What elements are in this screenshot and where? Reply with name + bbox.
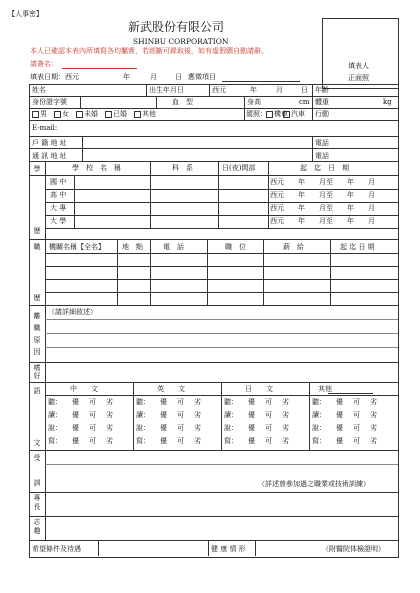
training-side-bottom: 訓 bbox=[33, 479, 41, 487]
lang-rating-option[interactable]: 優 bbox=[248, 424, 255, 432]
lang-skill-cell[interactable]: 寫： 優 可 劣 bbox=[48, 437, 113, 445]
lang-rating-option[interactable]: 可 bbox=[177, 437, 184, 445]
signature-label: 請簽名： bbox=[30, 60, 58, 68]
work-header-salary: 薪 給 bbox=[283, 243, 304, 251]
lang-rating-option[interactable]: 可 bbox=[89, 437, 96, 445]
work-side-top: 職 bbox=[33, 243, 41, 251]
edu-dates-row: 西元 年 月至 年 月 bbox=[270, 217, 375, 225]
height-label: 身高 bbox=[247, 98, 261, 106]
lang-header-english: 英 文 bbox=[157, 385, 185, 393]
birth-day: 日 bbox=[301, 86, 308, 94]
hobby-side: 嗜 好 bbox=[33, 364, 41, 380]
lang-skill-cell[interactable]: 寫： 優 可 劣 bbox=[312, 437, 377, 445]
lang-skill-cell[interactable]: 讀： 優 可 劣 bbox=[136, 411, 201, 419]
health-hint: （附醫院体檢證明） bbox=[322, 545, 385, 553]
lang-rating-option[interactable]: 優 bbox=[336, 411, 343, 419]
form-date-label: 填表日期：西元 bbox=[30, 73, 79, 81]
position-line[interactable] bbox=[222, 81, 300, 82]
marital-other[interactable]: 其他 bbox=[134, 110, 156, 119]
lang-rating-option[interactable]: 劣 bbox=[194, 398, 201, 406]
edu-dates-row: 西元 年 月至 年 月 bbox=[270, 204, 375, 212]
specialty-side: 專 長 bbox=[33, 494, 41, 511]
lang-rating-option[interactable]: 劣 bbox=[194, 424, 201, 432]
lang-rating-option[interactable]: 可 bbox=[265, 398, 272, 406]
lang-rating-option[interactable]: 可 bbox=[89, 411, 96, 419]
disclaimer: 本人已確認本表內所填寫各均屬實，若經斷可錄取後，如有虛假願自動請辭。 bbox=[30, 47, 268, 55]
lang-skill-cell[interactable]: 讀： 優 可 劣 bbox=[312, 411, 377, 419]
lang-skill-label: 寫 bbox=[312, 437, 319, 445]
lang-rating-option[interactable]: 劣 bbox=[370, 398, 377, 406]
form-date-year: 年 bbox=[123, 73, 130, 81]
lang-rating-option[interactable]: 優 bbox=[160, 411, 167, 419]
lang-rating-option[interactable]: 優 bbox=[160, 424, 167, 432]
work-header-company: 機關名稱【全名】 bbox=[49, 243, 105, 251]
lang-skill-cell[interactable]: 聽： 優 可 劣 bbox=[48, 398, 113, 406]
lang-rating-option[interactable]: 優 bbox=[336, 437, 343, 445]
edu-level-junior: 國 中 bbox=[50, 178, 67, 186]
edu-level-senior: 高 中 bbox=[50, 191, 67, 199]
lang-rating-option[interactable]: 優 bbox=[336, 424, 343, 432]
lang-rating-option[interactable]: 可 bbox=[89, 424, 96, 432]
form-date-day: 日 bbox=[175, 73, 182, 81]
edu-level-college: 大 專 bbox=[50, 204, 67, 212]
work-header-position: 職 位 bbox=[225, 243, 246, 251]
lang-skill-label: 聽 bbox=[312, 398, 319, 406]
email-label: E-mail: bbox=[32, 124, 58, 132]
lang-rating-option[interactable]: 劣 bbox=[282, 398, 289, 406]
lang-skill-cell[interactable]: 寫： 優 可 劣 bbox=[224, 437, 289, 445]
lang-side-top: 語 bbox=[33, 387, 41, 395]
lang-skill-cell[interactable]: 說： 優 可 劣 bbox=[48, 424, 113, 432]
lang-rating-option[interactable]: 優 bbox=[72, 398, 79, 406]
training-side-top: 受 bbox=[33, 454, 41, 462]
marital-single[interactable]: 未婚 bbox=[76, 110, 98, 119]
lang-skill-label: 讀 bbox=[312, 411, 319, 419]
lang-skill-label: 說 bbox=[224, 424, 231, 432]
lang-skill-label: 讀 bbox=[136, 411, 143, 419]
birth-year: 年 bbox=[250, 86, 257, 94]
expect-label: 希望條件及待遇 bbox=[32, 545, 81, 553]
birth-era: 西元 bbox=[212, 86, 226, 94]
lang-rating-option[interactable]: 可 bbox=[177, 398, 184, 406]
lang-rating-option[interactable]: 可 bbox=[177, 424, 184, 432]
edu-header-daynight: 日(夜)間部 bbox=[222, 164, 256, 172]
photo-label-1: 填表人 bbox=[348, 62, 369, 70]
leave-hint: （請詳細敘述） bbox=[48, 308, 97, 316]
health-label: 健 康 情 形 bbox=[211, 545, 246, 553]
leave-side: 離 職 原 因 bbox=[33, 312, 41, 356]
lang-rating-option[interactable]: 劣 bbox=[370, 411, 377, 419]
lang-rating-option[interactable]: 可 bbox=[353, 398, 360, 406]
lang-rating-option[interactable]: 優 bbox=[72, 424, 79, 432]
company-name-zh: 新武股份有限公司 bbox=[128, 20, 225, 34]
birth-month: 月 bbox=[276, 86, 283, 94]
lang-rating-option[interactable]: 可 bbox=[89, 398, 96, 406]
lang-skill-cell[interactable]: 讀： 優 可 劣 bbox=[224, 411, 289, 419]
name-label: 姓名 bbox=[32, 86, 46, 94]
confidential-tag: 【人事密】 bbox=[8, 10, 43, 18]
lang-skill-label: 說 bbox=[312, 424, 319, 432]
lang-rating-option[interactable]: 劣 bbox=[282, 437, 289, 445]
lang-skill-label: 寫 bbox=[48, 437, 55, 445]
lang-skill-label: 說 bbox=[48, 424, 55, 432]
mobile-label: 行動 bbox=[315, 110, 329, 118]
lang-rating-option[interactable]: 劣 bbox=[370, 437, 377, 445]
registered-address-label: 戶 籍 地 址 bbox=[32, 139, 67, 147]
marital-married[interactable]: 已婚 bbox=[105, 110, 127, 119]
lang-rating-option[interactable]: 優 bbox=[248, 437, 255, 445]
lang-skill-label: 聽 bbox=[48, 398, 55, 406]
lang-rating-option[interactable]: 可 bbox=[265, 411, 272, 419]
lang-rating-option[interactable]: 優 bbox=[72, 437, 79, 445]
form-date-month: 月 bbox=[150, 73, 157, 81]
height-unit: cm bbox=[299, 98, 310, 106]
edu-level-university: 大 學 bbox=[50, 217, 67, 225]
work-header-dates: 起 迄 日 期 bbox=[340, 243, 375, 251]
work-header-location: 地 點 bbox=[122, 243, 143, 251]
lang-rating-option[interactable]: 優 bbox=[160, 437, 167, 445]
lang-skill-label: 寫 bbox=[224, 437, 231, 445]
lang-side-bottom: 文 bbox=[33, 439, 41, 447]
edu-side-top: 學 bbox=[33, 165, 41, 173]
lang-header-other: 其他 bbox=[318, 385, 332, 393]
license-moto[interactable]: 機車 bbox=[266, 110, 288, 119]
lang-skill-cell[interactable]: 寫： 優 可 劣 bbox=[136, 437, 201, 445]
license-car[interactable]: 汽車 bbox=[283, 110, 305, 119]
lang-skill-label: 寫 bbox=[136, 437, 143, 445]
lang-header-japanese: 日 文 bbox=[245, 385, 273, 393]
birth-label: 出生年月日 bbox=[149, 86, 184, 94]
lang-rating-option[interactable]: 可 bbox=[265, 424, 272, 432]
gender-female[interactable]: 女 bbox=[54, 110, 69, 119]
phone-label-2: 電話 bbox=[315, 152, 329, 160]
lang-skill-label: 讀 bbox=[224, 411, 231, 419]
lang-rating-option[interactable]: 優 bbox=[248, 398, 255, 406]
id-label: 身份證字號 bbox=[32, 98, 67, 106]
edu-dates-row: 西元 年 月至 年 月 bbox=[270, 178, 375, 186]
lang-rating-option[interactable]: 優 bbox=[248, 411, 255, 419]
lang-skill-label: 讀 bbox=[48, 411, 55, 419]
lang-skill-label: 聽 bbox=[224, 398, 231, 406]
photo-label-2: 正面照 bbox=[348, 74, 369, 82]
signature-line[interactable] bbox=[62, 68, 137, 69]
training-hint: （詳述曾參加過之職業或技術訓練） bbox=[258, 480, 370, 488]
edu-header-dept: 科 系 bbox=[172, 164, 193, 172]
lang-rating-option[interactable]: 可 bbox=[265, 437, 272, 445]
lang-skill-label: 說 bbox=[136, 424, 143, 432]
lang-rating-option[interactable]: 可 bbox=[353, 437, 360, 445]
lang-rating-option[interactable]: 劣 bbox=[106, 398, 113, 406]
lang-rating-option[interactable]: 劣 bbox=[106, 424, 113, 432]
lang-rating-option[interactable]: 劣 bbox=[194, 411, 201, 419]
lang-rating-option[interactable]: 劣 bbox=[282, 424, 289, 432]
lang-skill-cell[interactable]: 聽： 優 可 劣 bbox=[136, 398, 201, 406]
lang-rating-option[interactable]: 可 bbox=[177, 411, 184, 419]
company-name-en: SHINBU CORPORATION bbox=[133, 37, 229, 46]
lang-skill-cell[interactable]: 聽： 優 可 劣 bbox=[312, 398, 377, 406]
lang-skill-label: 聽 bbox=[136, 398, 143, 406]
aspiration-side: 志 趣 bbox=[33, 518, 41, 535]
lang-rating-option[interactable]: 劣 bbox=[194, 437, 201, 445]
lang-rating-option[interactable]: 可 bbox=[353, 424, 360, 432]
edu-header-school: 學 校 名 稱 bbox=[72, 164, 121, 172]
work-side-bottom: 歷 bbox=[33, 294, 41, 302]
lang-rating-option[interactable]: 優 bbox=[160, 398, 167, 406]
weight-label: 體重 bbox=[315, 98, 329, 106]
lang-rating-option[interactable]: 劣 bbox=[106, 437, 113, 445]
lang-skill-cell[interactable]: 讀： 優 可 劣 bbox=[48, 411, 113, 419]
edu-dates-row: 西元 年 月至 年 月 bbox=[270, 191, 375, 199]
weight-unit: kg bbox=[383, 98, 392, 106]
license-label: 駕照： bbox=[246, 110, 267, 118]
lang-rating-option[interactable]: 劣 bbox=[106, 411, 113, 419]
lang-skill-cell[interactable]: 說： 優 可 劣 bbox=[312, 424, 377, 432]
work-header-phone: 電 話 bbox=[163, 243, 184, 251]
position-label: 應徵項目 bbox=[188, 73, 216, 81]
lang-rating-option[interactable]: 優 bbox=[72, 411, 79, 419]
lang-rating-option[interactable]: 劣 bbox=[370, 424, 377, 432]
lang-skill-cell[interactable]: 聽： 優 可 劣 bbox=[224, 398, 289, 406]
edu-side-bottom: 歷 bbox=[33, 227, 41, 235]
mail-address-label: 通 訊 地 址 bbox=[32, 152, 67, 160]
lang-skill-cell[interactable]: 說： 優 可 劣 bbox=[224, 424, 289, 432]
phone-label-1: 電話 bbox=[315, 139, 329, 147]
lang-rating-option[interactable]: 劣 bbox=[282, 411, 289, 419]
lang-rating-option[interactable]: 優 bbox=[336, 398, 343, 406]
edu-header-dates: 起 迄 日 期 bbox=[300, 164, 349, 172]
lang-rating-option[interactable]: 可 bbox=[353, 411, 360, 419]
lang-header-chinese: 中 文 bbox=[70, 385, 98, 393]
age-label: 年齡 bbox=[315, 86, 329, 94]
lang-skill-cell[interactable]: 說： 優 可 劣 bbox=[136, 424, 201, 432]
gender-male[interactable]: 男 bbox=[32, 110, 47, 119]
blood-label: 血 型 bbox=[172, 98, 193, 106]
